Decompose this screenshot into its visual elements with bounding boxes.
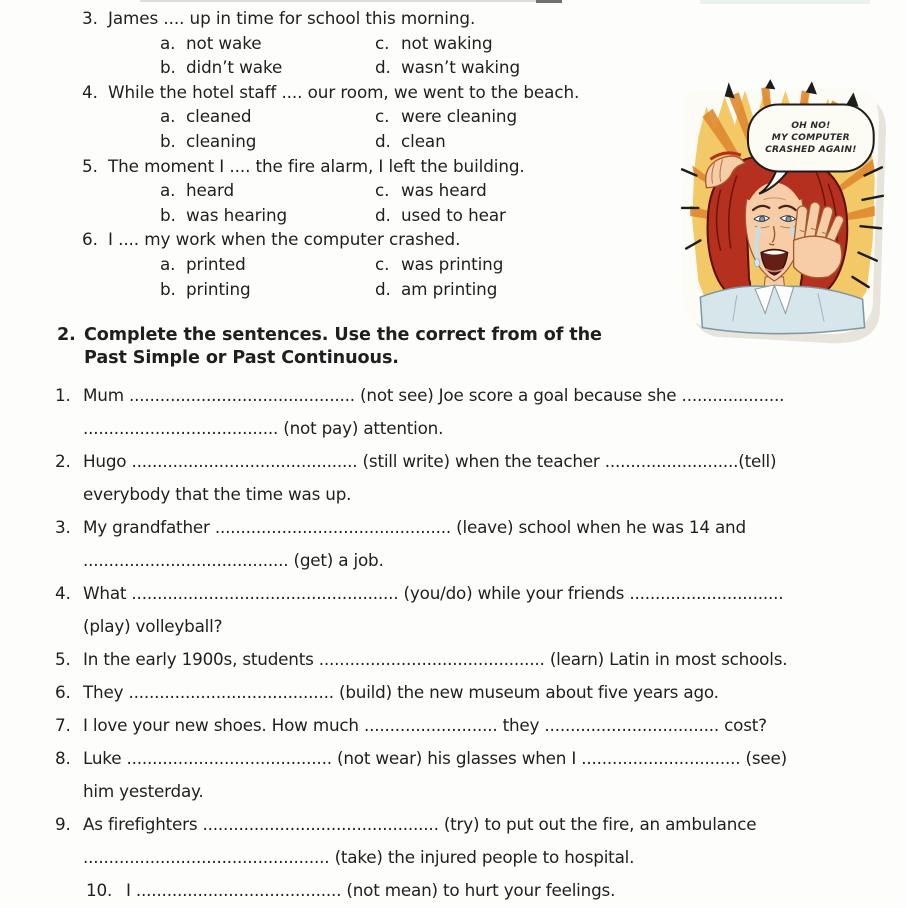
option-label: was heard bbox=[401, 180, 487, 201]
option-label: not waking bbox=[401, 32, 493, 53]
item-text: In the early 1900s, students ............................................ (learn) Latin in most schools. bbox=[83, 649, 788, 669]
remnant-strip bbox=[140, 0, 560, 2]
option-letter: d. bbox=[375, 130, 391, 151]
exercise-item-9 bbox=[0, 808, 787, 841]
section-title bbox=[84, 324, 602, 369]
exercise-item-3-cont bbox=[0, 544, 787, 577]
option-letter: c. bbox=[375, 253, 390, 274]
item-text: Luke ........................................ (not wear) his glasses when I ............................... (see) bbox=[83, 748, 788, 768]
remnant-strip bbox=[700, 0, 870, 4]
option-label: am printing bbox=[401, 278, 498, 299]
item-text: As firefighters .............................................. (try) to put out the fire, an ambulance bbox=[83, 814, 757, 834]
exercise-item-5 bbox=[0, 643, 787, 676]
item-text: I love your new shoes. How much .......................... they .................................. cost? bbox=[83, 715, 767, 735]
option-label: didn’t wake bbox=[186, 57, 283, 78]
option-letter: a. bbox=[160, 180, 176, 201]
question-number: 5. bbox=[82, 155, 98, 176]
speech-bubble-line-2: MY COMPUTER bbox=[771, 133, 850, 144]
exercise-item-8 bbox=[0, 742, 787, 775]
item-text: (play) volleyball? bbox=[83, 616, 223, 636]
item-text: What .................................................... (you/do) while your friends .............................. bbox=[83, 583, 784, 603]
option-label: printing bbox=[186, 278, 251, 299]
option-letter: d. bbox=[375, 57, 391, 78]
item-text: everybody that the time was up. bbox=[83, 484, 352, 504]
exercise-item-4 bbox=[0, 577, 787, 610]
item-number: 1. bbox=[55, 385, 71, 405]
mcq-question-3 bbox=[0, 6, 579, 80]
item-text: ........................................ (get) a job. bbox=[83, 550, 384, 570]
question-stem: James .... up in time for school this morning. bbox=[108, 8, 476, 28]
option-label: was printing bbox=[401, 253, 504, 274]
section-title-line1: Complete the sentences. Use the correct from of the bbox=[84, 325, 602, 345]
exercise-item-9-cont bbox=[0, 841, 787, 874]
item-text: Hugo ............................................ (still write) when the teacher ..........................(tell) bbox=[83, 451, 777, 471]
option-label: not wake bbox=[186, 32, 262, 53]
option-letter: b. bbox=[160, 57, 176, 78]
exercise-item-3 bbox=[0, 511, 787, 544]
option-letter: b. bbox=[160, 278, 176, 299]
item-number: 2. bbox=[55, 451, 71, 471]
item-number: 8. bbox=[55, 748, 71, 768]
remnant-strip bbox=[536, 0, 562, 3]
speech-bubble-line-1: OH NO! bbox=[791, 120, 831, 131]
exercise-item-8-cont bbox=[0, 775, 787, 808]
mcq-question-5 bbox=[0, 154, 579, 228]
option-label: cleaning bbox=[186, 130, 257, 151]
option-label: used to hear bbox=[401, 204, 506, 225]
item-number: 6. bbox=[55, 682, 71, 702]
exercise-item-7 bbox=[0, 709, 787, 742]
exercise-item-1 bbox=[0, 379, 787, 412]
exercise-item-2 bbox=[0, 445, 787, 478]
option-label: clean bbox=[401, 130, 446, 151]
item-text: him yesterday. bbox=[83, 781, 204, 801]
option-label: were cleaning bbox=[401, 106, 518, 127]
section-number: 2. bbox=[57, 325, 76, 345]
section2-heading bbox=[57, 324, 602, 369]
question-number: 6. bbox=[82, 229, 98, 250]
question-stem: The moment I .... the fire alarm, I left the building. bbox=[108, 155, 525, 176]
section-title-line2: Past Simple or Past Continuous. bbox=[84, 347, 399, 368]
option-letter: d. bbox=[375, 204, 391, 225]
option-letter: a. bbox=[160, 32, 176, 53]
exercise-item-10 bbox=[0, 874, 787, 907]
option-label: printed bbox=[186, 253, 246, 274]
option-letter: c. bbox=[375, 180, 390, 201]
speech-bubble-line-3: CRASHED AGAIN! bbox=[765, 145, 857, 156]
item-number: 7. bbox=[55, 715, 71, 735]
exercise-item-6 bbox=[0, 676, 787, 709]
mcq-question-6 bbox=[0, 227, 579, 301]
item-text: ................................................ (take) the injured people to hospital. bbox=[83, 847, 635, 867]
option-letter: a. bbox=[160, 106, 176, 127]
item-number: 3. bbox=[55, 517, 71, 537]
item-number: 4. bbox=[55, 583, 71, 603]
fill-in-blanks-section bbox=[0, 379, 787, 907]
option-letter: d. bbox=[375, 278, 391, 299]
comic-illustration bbox=[676, 78, 894, 344]
question-stem: I .... my work when the computer crashed. bbox=[108, 229, 461, 250]
option-label: wasn’t waking bbox=[401, 57, 521, 78]
option-letter: b. bbox=[160, 204, 176, 225]
option-letter: b. bbox=[160, 130, 176, 151]
mcq-question-4 bbox=[0, 80, 579, 154]
item-text: Mum ............................................ (not see) Joe score a goal because she .................... bbox=[83, 385, 785, 405]
option-letter: a. bbox=[160, 253, 176, 274]
item-text: I ........................................ (not mean) to hurt your feelings. bbox=[126, 880, 616, 900]
item-number: 9. bbox=[55, 814, 71, 834]
item-text: My grandfather .............................................. (leave) school when he was 14 and bbox=[83, 517, 746, 537]
item-number: 5. bbox=[55, 649, 71, 669]
item-text: ...................................... (not pay) attention. bbox=[83, 418, 444, 438]
question-number: 3. bbox=[82, 8, 98, 28]
option-letter: c. bbox=[375, 32, 390, 53]
exercise-item-1-cont bbox=[0, 412, 787, 445]
option-label: was hearing bbox=[186, 204, 288, 225]
exercise-item-4-cont bbox=[0, 610, 787, 643]
option-label: cleaned bbox=[186, 106, 252, 127]
item-number: 10. bbox=[86, 880, 113, 900]
option-label: heard bbox=[186, 180, 234, 201]
item-text: They ........................................ (build) the new museum about five years ago. bbox=[83, 682, 719, 702]
question-stem: While the hotel staff .... our room, we went to the beach. bbox=[108, 81, 580, 102]
option-letter: c. bbox=[375, 106, 390, 127]
question-number: 4. bbox=[82, 81, 98, 102]
multiple-choice-section bbox=[0, 6, 579, 301]
exercise-item-2-cont bbox=[0, 478, 787, 511]
